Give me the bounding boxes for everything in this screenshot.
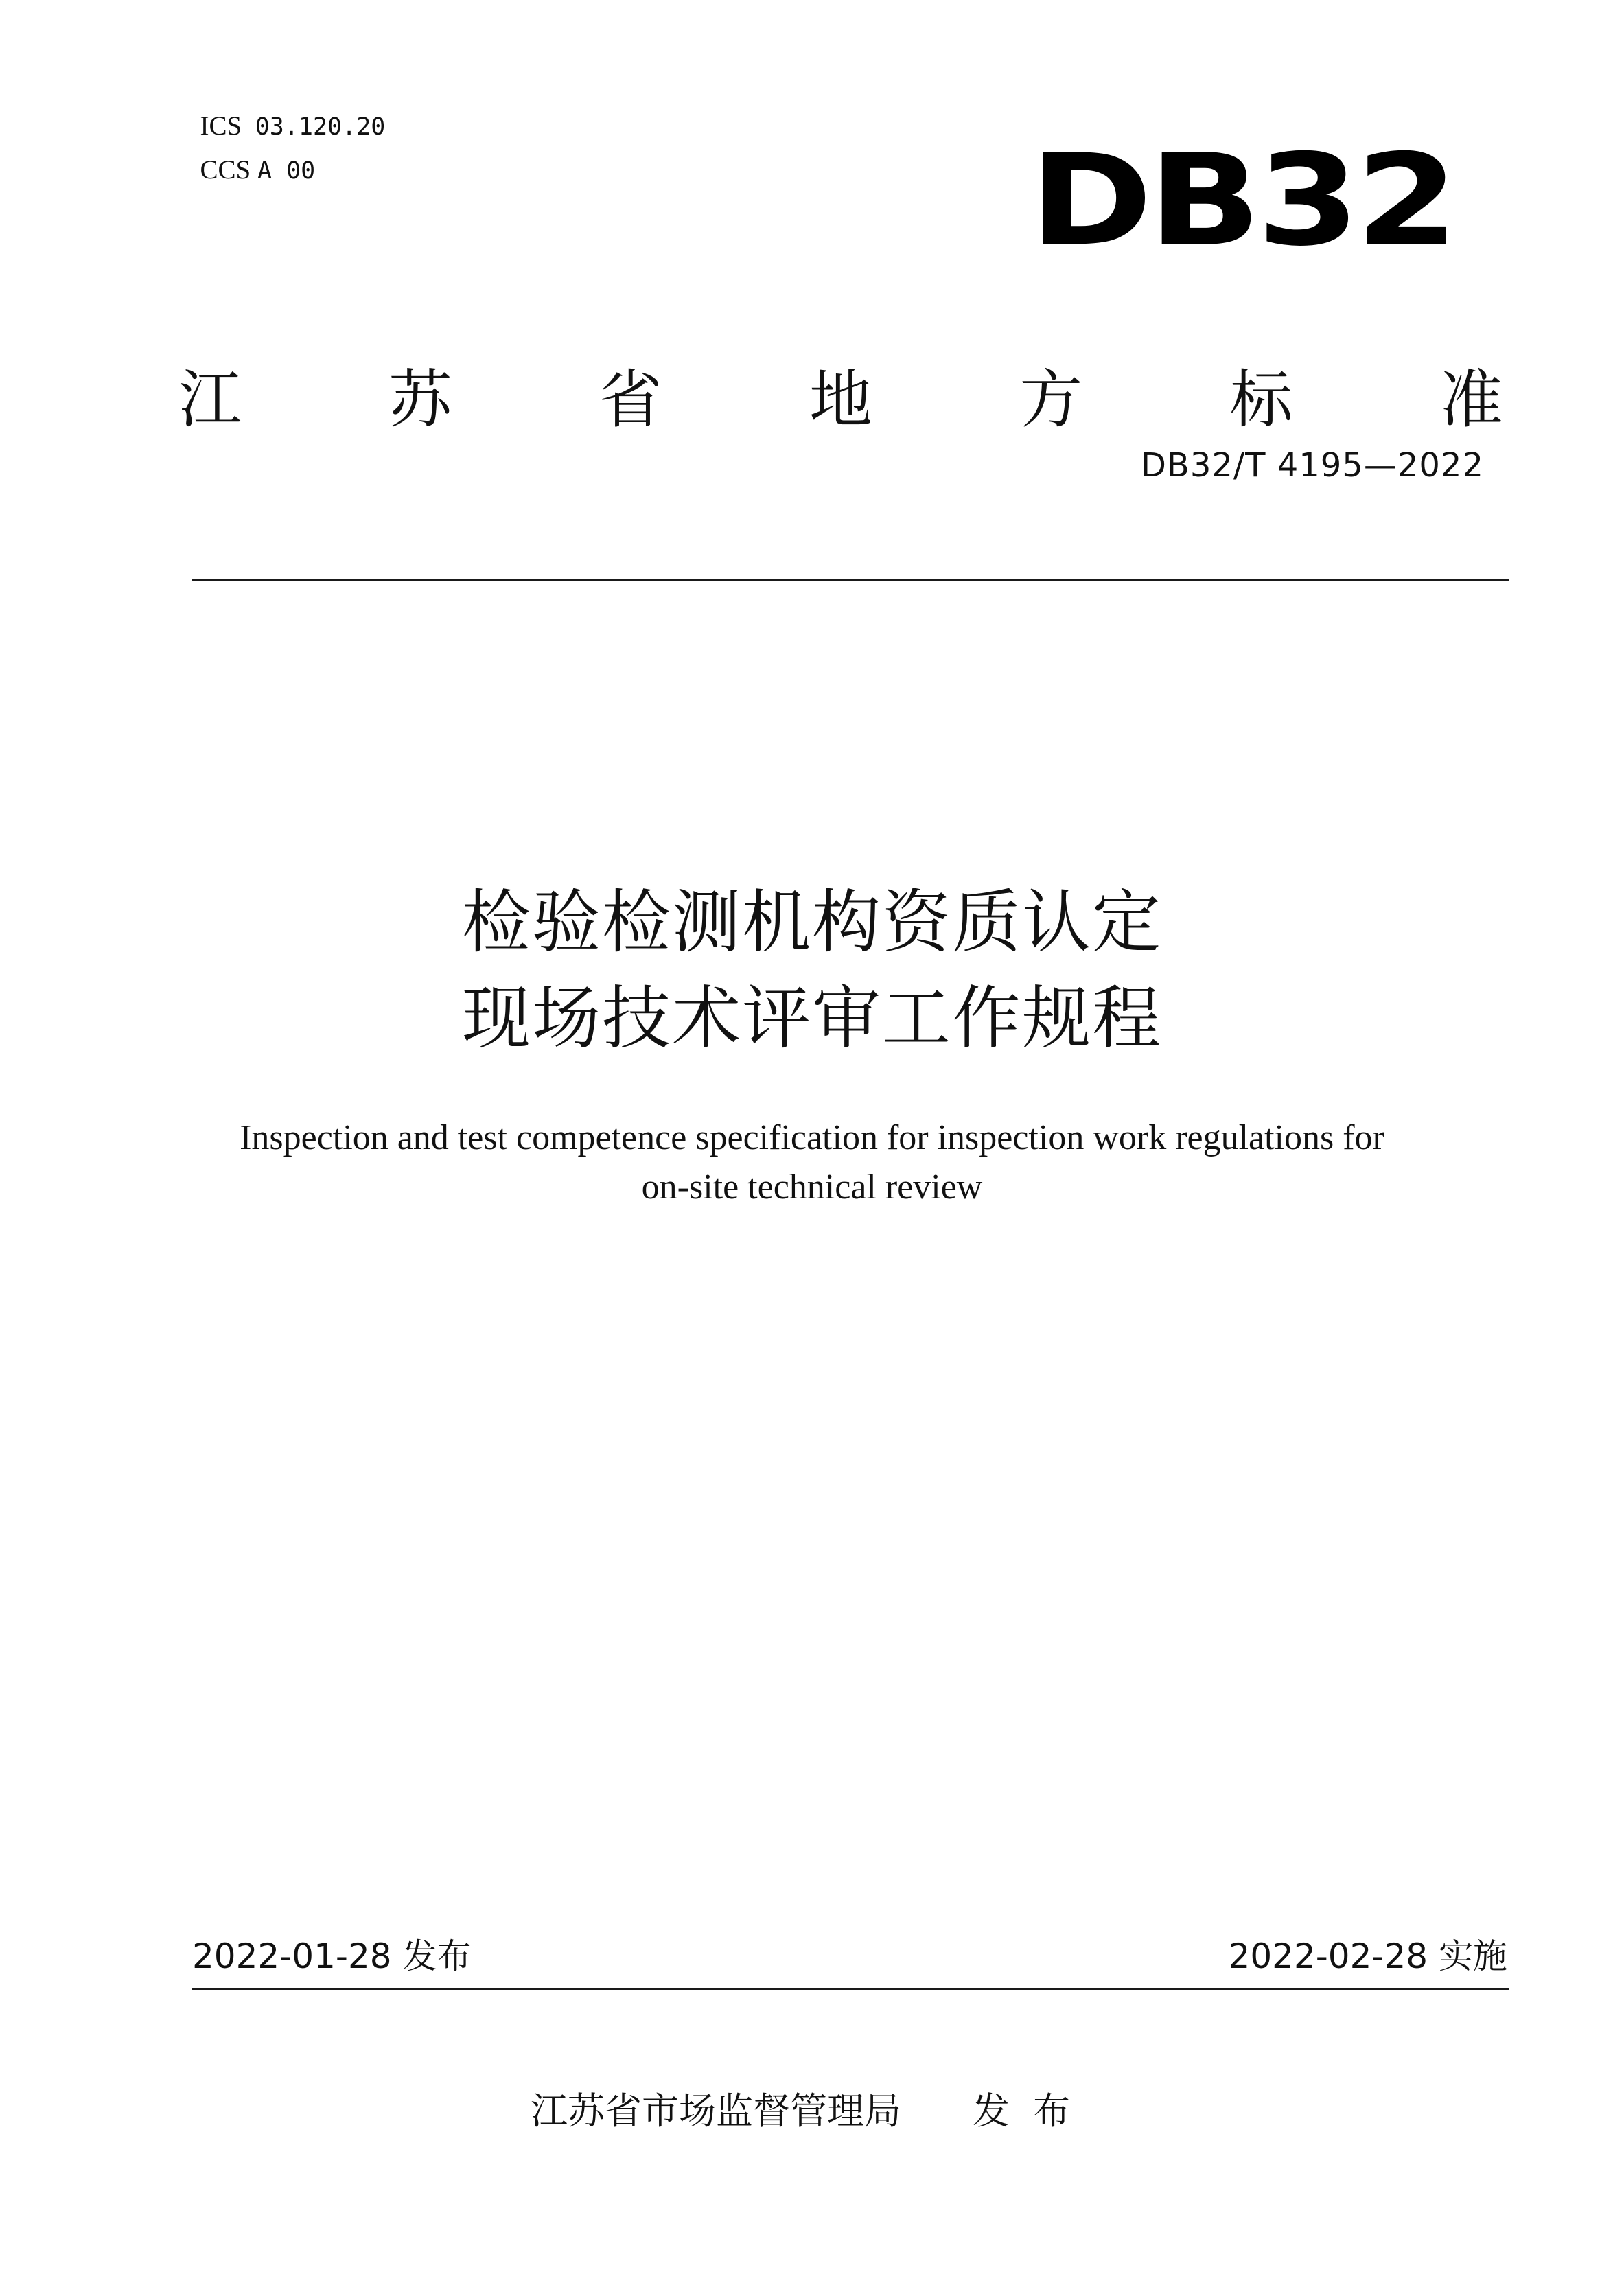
db32-logo: DB32: [1030, 127, 1454, 275]
standard-type-char: 地: [809, 363, 872, 437]
issuer-line: [0, 2085, 1624, 2137]
effective-date: 2022-02-28 实施: [1228, 1936, 1507, 1976]
standard-type-title: [178, 362, 1503, 438]
standard-type-char: 方: [1019, 363, 1083, 437]
title-en-line1: Inspection and test competence specification for inspection work regulations for: [240, 1118, 1384, 1157]
standard-type-char: 标: [1229, 363, 1293, 437]
ccs-line: [187, 121, 315, 187]
title-en-line2: on-site technical review: [641, 1168, 983, 1207]
ccs-label: CCS: [200, 155, 251, 185]
standard-type-char: 苏: [388, 363, 452, 437]
ics-code: 03.120.20: [255, 113, 386, 141]
standard-type-char: 准: [1439, 363, 1503, 437]
bottom-rule: [192, 1988, 1509, 1990]
title-cn-line2: 现场技术评审工作规程: [462, 978, 1162, 1058]
standard-type-char: 江: [178, 363, 242, 437]
issue-date: 2022-01-28 发布: [192, 1936, 472, 1976]
issuer-organization: 江苏省市场监督管理局: [531, 2089, 901, 2133]
ccs-code: A 00: [257, 157, 316, 185]
standard-number: DB32/T 4195—2022: [1140, 446, 1484, 485]
title-cn-line1: 检验检测机构资质认定: [462, 882, 1162, 962]
issuer-action: 发布: [973, 2089, 1093, 2133]
ics-label: ICS: [200, 111, 242, 141]
standard-type-char: 省: [599, 363, 662, 437]
top-rule: [192, 579, 1509, 581]
